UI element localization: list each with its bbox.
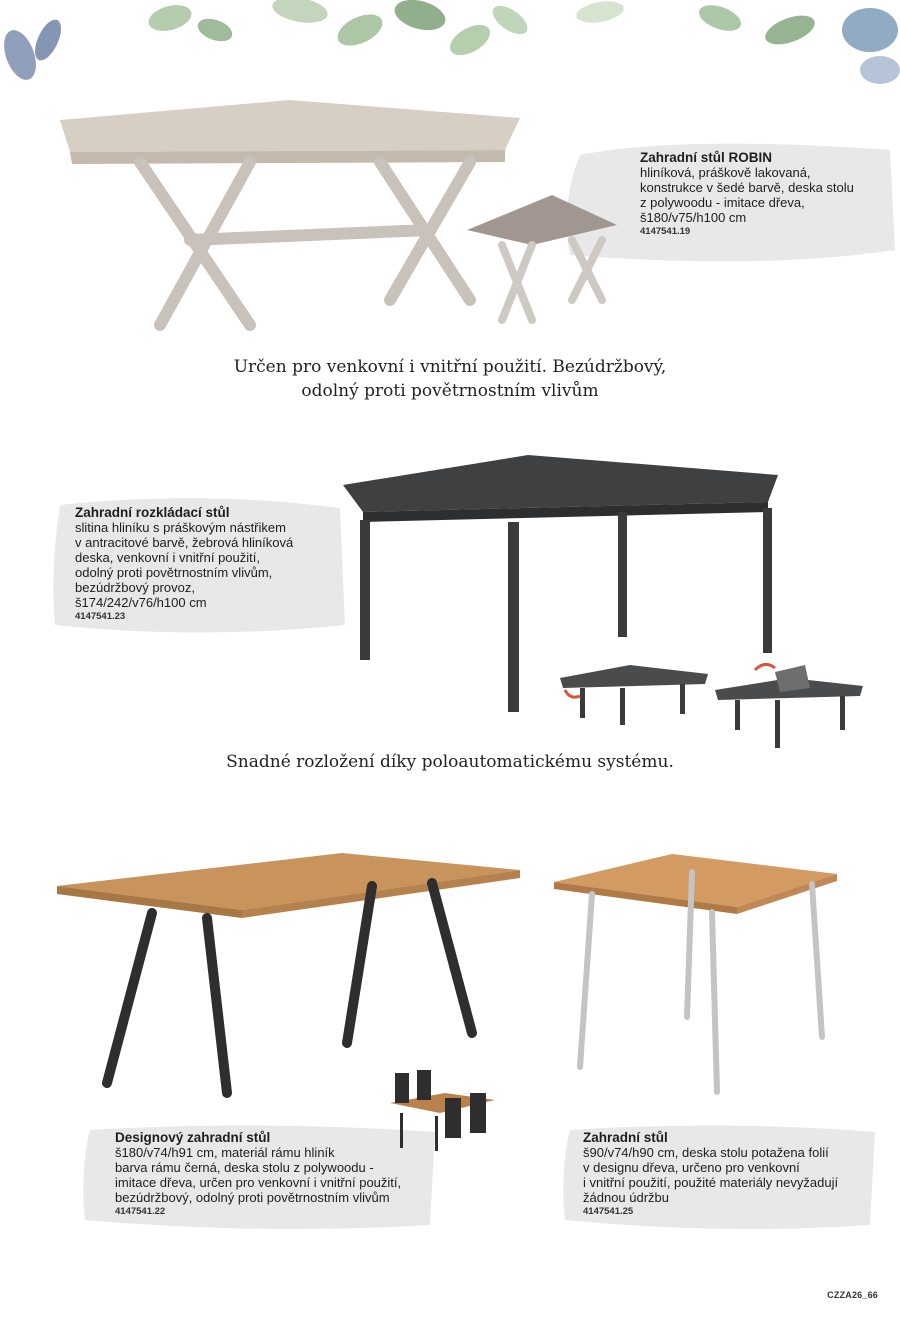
product-code: 4147541.25	[583, 1206, 634, 1217]
product-name: Zahradní stůl	[583, 1130, 668, 1145]
product-extending-table	[75, 505, 345, 624]
product-code: 4147541.19	[640, 226, 691, 237]
grey-wood-garden-table-image	[50, 90, 530, 340]
folded-table-image	[462, 190, 622, 330]
product-name: Zahradní rozkládací stůl	[75, 505, 230, 520]
square-wood-table-image	[552, 852, 842, 1102]
table-extending-image	[715, 660, 865, 750]
tagline-robin: Určen pro venkovní i vnitřní použití. Bezúdržbový, odolný proti povětrnostním vlivům	[233, 357, 667, 401]
product-description: š180/v74/h91 cm, materiál rámu hliník barva rámu černá, deska stolu z polywoodu - imitace dřeva, určen pro venkovní i vnitřní použití, bezúdržbový, odolný proti povětrnostním vlivům	[115, 1145, 402, 1205]
product-name: Designový zahradní stůl	[115, 1130, 271, 1145]
product-description: hliníková, práškově lakovaná, konstrukce v šedé barvě, deska stolu z polywoodu - imitace dřeva, š180/v75/h100 cm	[640, 165, 854, 225]
product-name: Zahradní stůl ROBIN	[640, 150, 773, 165]
product-square-table	[583, 1130, 883, 1219]
wood-top-design-table-image	[52, 848, 522, 1098]
page-code: CZZA26_66	[827, 1290, 878, 1300]
product-description: slitina hliníku s práškovým nástřikem v antracitové barvě, žebrová hliníková deska, venkovní i vnitřní použití, odolný proti povětrnostním vlivům, bezúdržbový provoz, š174/242/v76/h100 cm	[75, 520, 294, 610]
product-description: š90/v74/h90 cm, deska stolu potažena folií v designu dřeva, určeno pro venkovní i vnitřní použití, použité materiály nevyžadují žádnou údržbu	[583, 1145, 839, 1205]
product-design-table	[115, 1130, 445, 1219]
tagline-extending: Snadné rozložení díky poloautomatickému systému.	[226, 752, 674, 772]
product-code: 4147541.23	[75, 611, 126, 622]
table-closed-image	[560, 660, 710, 725]
leaf-decoration-image	[0, 0, 900, 100]
product-robin	[640, 150, 890, 239]
product-code: 4147541.22	[115, 1206, 166, 1217]
